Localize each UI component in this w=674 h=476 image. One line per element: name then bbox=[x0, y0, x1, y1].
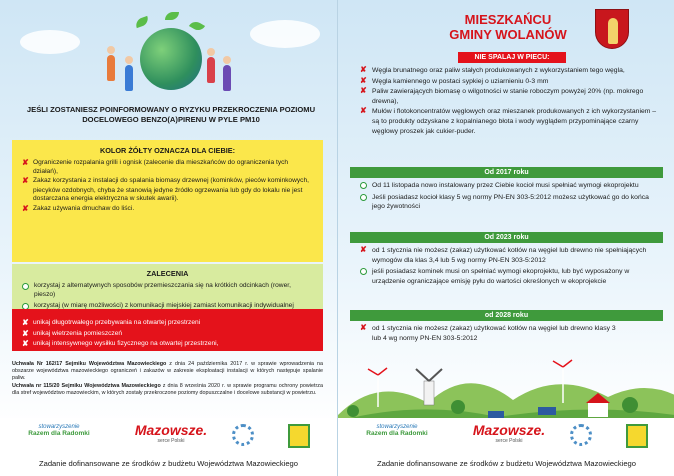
coat-of-arms-icon bbox=[595, 9, 629, 49]
cross-icon: ✘ bbox=[22, 318, 29, 327]
page-title: MIESZKAŃCU GMINY WOLANÓW bbox=[449, 12, 567, 42]
cross-icon: ✘ bbox=[22, 176, 29, 186]
banner-2028: od 2028 roku bbox=[350, 310, 663, 321]
recommendations-list bbox=[22, 282, 313, 311]
mazowsze-logo: Mazowsze. serce Polski bbox=[134, 422, 208, 444]
list-item: Od 11 listopada nowo instalowany przez Ciebie kocioł musi spełniać wymogi ekoprojektu bbox=[360, 181, 660, 191]
person-icon bbox=[207, 48, 215, 56]
list-2017 bbox=[360, 181, 660, 214]
legal-paragraph: Uchwała Nr 162/17 Sejmiku Województwa Mazowieckiego z dnia 24 października 2017 r. w sprawie wprowadzenia na obszarze województwa mazowieckiego ograniczeń i zakazów w zakresie eksploatacji instalacji w których następuje spalanie paliw. bbox=[12, 361, 323, 382]
person-icon bbox=[125, 65, 133, 91]
cross-icon: ✘ bbox=[22, 158, 29, 167]
list-item: korzystaj z alternatywnych sposobów przemieszczania się na krótkich odcinkach (rower, pieszo) bbox=[22, 282, 313, 299]
person-icon bbox=[107, 46, 115, 54]
list-2023 bbox=[360, 246, 660, 288]
razem-dla-radomki-logo: stowarzyszenie Razem dla Radomki bbox=[366, 424, 428, 437]
footer bbox=[338, 418, 674, 476]
gear-logo-icon bbox=[570, 424, 592, 446]
person-icon bbox=[125, 56, 133, 64]
list-item: ✘ Mułów i flotokoncentratów węglowych oraz mieszanek produkowanych z ich wykorzystaniem – są to produkty odzyskane z kopalnianego błota i wody wyglądem przypominające czarny węglowy proszek jak cukier-puder. bbox=[360, 106, 657, 135]
cloud-decoration bbox=[250, 20, 320, 48]
legal-notes bbox=[12, 361, 323, 397]
list-item: piecyków ozdobnych, chyba że stanowią jedyne źródło ogrzewania lub gdy do lokalu nie jest dostarczana energia elektryczna w skutek awarii). bbox=[33, 186, 303, 203]
list-item: ✘ Węgla kamiennego w postaci sypkiej o uziarnieniu 0-3 mm bbox=[360, 75, 549, 85]
eco-illustration bbox=[95, 8, 245, 93]
person-icon bbox=[207, 57, 215, 83]
list-item: ✘ od 1 stycznia nie możesz (zakaz) użytkować kotłów na węgiel lub drewno klasy 3 lub 4 wg normy PN-EN 303-5:2012 bbox=[360, 323, 616, 342]
yellow-level-box bbox=[12, 140, 323, 262]
list-item: ✘ Zakaz używania dmuchaw do liści. bbox=[22, 203, 135, 213]
cross-icon: ✘ bbox=[360, 86, 367, 96]
list-2028 bbox=[360, 324, 620, 344]
banner-2023: Od 2023 roku bbox=[350, 232, 663, 243]
cross-icon: ✘ bbox=[22, 328, 29, 338]
list-item: ✘ unikaj wietrzenia pomieszczeń bbox=[22, 328, 123, 338]
no-burn-banner: NIE SPALAJ W PIECU: bbox=[458, 52, 566, 63]
gmina-crest-icon bbox=[626, 424, 648, 448]
funding-note: Zadanie dofinansowane ze środków z budżetu Województwa Mazowieckiego bbox=[38, 459, 299, 468]
cross-icon: ✘ bbox=[360, 323, 367, 332]
leaf-icon bbox=[134, 16, 150, 28]
bullet-icon bbox=[360, 268, 367, 275]
yellow-header: KOLOR ŻÓŁTY OZNACZA DLA CIEBIE: bbox=[99, 146, 236, 155]
cross-icon: ✘ bbox=[360, 106, 367, 116]
bullet-icon bbox=[360, 182, 367, 189]
list-item: ✘ unikaj długotrwałego przebywania na otwartej przestrzeni bbox=[22, 318, 201, 327]
cross-icon: ✘ bbox=[22, 339, 29, 349]
cloud-decoration bbox=[20, 30, 80, 54]
razem-dla-radomki-logo: stowarzyszenie Razem dla Radomki bbox=[28, 424, 90, 437]
bullet-icon bbox=[22, 283, 29, 290]
funding-note: Zadanie dofinansowane ze środków z budżetu Województwa Mazowieckiego bbox=[376, 459, 637, 468]
saint-figure-icon bbox=[608, 18, 618, 44]
right-page bbox=[337, 0, 674, 476]
list-item: Jeśli posiadasz kocioł klasy 5 wg normy PN-EN 303-5:2012 możesz użytkować go do końca jego żywotności bbox=[360, 193, 660, 212]
person-icon bbox=[223, 56, 231, 64]
globe-icon bbox=[140, 28, 202, 90]
list-item: jeśli posiadasz kominek musi on spełniać wymogi ekoprojektu, lub być wyposażony w urządzenie ograniczające emisję pyłu do wartości określonych w ekoprojekcie bbox=[360, 267, 660, 286]
list-item: korzystaj (w miarę możliwości) z komunikacji miejskiej zamiast komunikacji indywidualnej bbox=[22, 302, 313, 311]
banner-2017: Od 2017 roku bbox=[350, 167, 663, 178]
gmina-crest-icon bbox=[288, 424, 310, 448]
person-icon bbox=[223, 65, 231, 91]
cross-icon: ✘ bbox=[360, 75, 367, 85]
list-item: ✘ od 1 stycznia nie możesz (zakaz) użytkować kotłów na węgiel lub drewno nie spełniających wymogów dla klas 3,4 lub 5 wg normy PN-EN 303-5:2012 bbox=[360, 245, 647, 264]
list-item: ✘ unikaj intensywnego wysiłku fizycznego na otwartej przestrzeni, bbox=[22, 339, 219, 349]
list-item: ✘ Ograniczenie rozpalania grilli i ognisk (zalecenie dla mieszkańców do ograniczenia tych działań), bbox=[22, 158, 289, 175]
cross-icon: ✘ bbox=[22, 203, 29, 213]
landscape-illustration bbox=[338, 345, 674, 425]
logos-row bbox=[338, 422, 674, 452]
list-item: ✘ Zakaz korzystania z instalacji do spalania biomasy drzewnej (kominków, pieców kominkowych, bbox=[22, 176, 309, 186]
logos-row bbox=[0, 422, 337, 452]
yellow-list bbox=[22, 159, 313, 214]
list-item: ✘ Paliw zawierających biomasę o wilgotności w stanie roboczym powyżej 20% (np. mokrego drewna), bbox=[360, 86, 644, 105]
list-item: ✘ Węgla brunatnego oraz paliw stałych produkowanych z wykorzystaniem tego węgla, bbox=[360, 65, 625, 74]
cross-icon: ✘ bbox=[360, 65, 367, 74]
legal-paragraph: Uchwała nr 115/20 Sejmiku Województwa Mazowieckiego z dnia 8 września 2020 r. w sprawie programu ochrony powietrza dla stref województwo mazowieckim, w których zostały przekroczone poziomy dopuszczalne i docelowe substancji w powietrzu. bbox=[12, 382, 323, 396]
gear-logo-icon bbox=[232, 424, 254, 446]
cross-icon: ✘ bbox=[360, 245, 367, 254]
leaf-icon bbox=[165, 12, 179, 20]
person-icon bbox=[107, 55, 115, 81]
footer bbox=[0, 418, 337, 476]
no-burn-list bbox=[360, 66, 665, 137]
leaf-icon bbox=[189, 19, 205, 33]
mazowsze-logo: Mazowsze. serce Polski bbox=[472, 422, 546, 444]
bullet-icon bbox=[360, 194, 367, 201]
avoid-box bbox=[12, 309, 323, 351]
recommendations-header: ZALECENIA bbox=[146, 269, 189, 278]
avoid-list bbox=[22, 319, 313, 349]
warning-title: JEŚLI ZOSTANIESZ POINFORMOWANY O RYZYKU PRZEKROCZENIA POZIOMU DOCELOWEGO BENZO(A)PIRENU W PYLE PM10 bbox=[26, 105, 316, 124]
